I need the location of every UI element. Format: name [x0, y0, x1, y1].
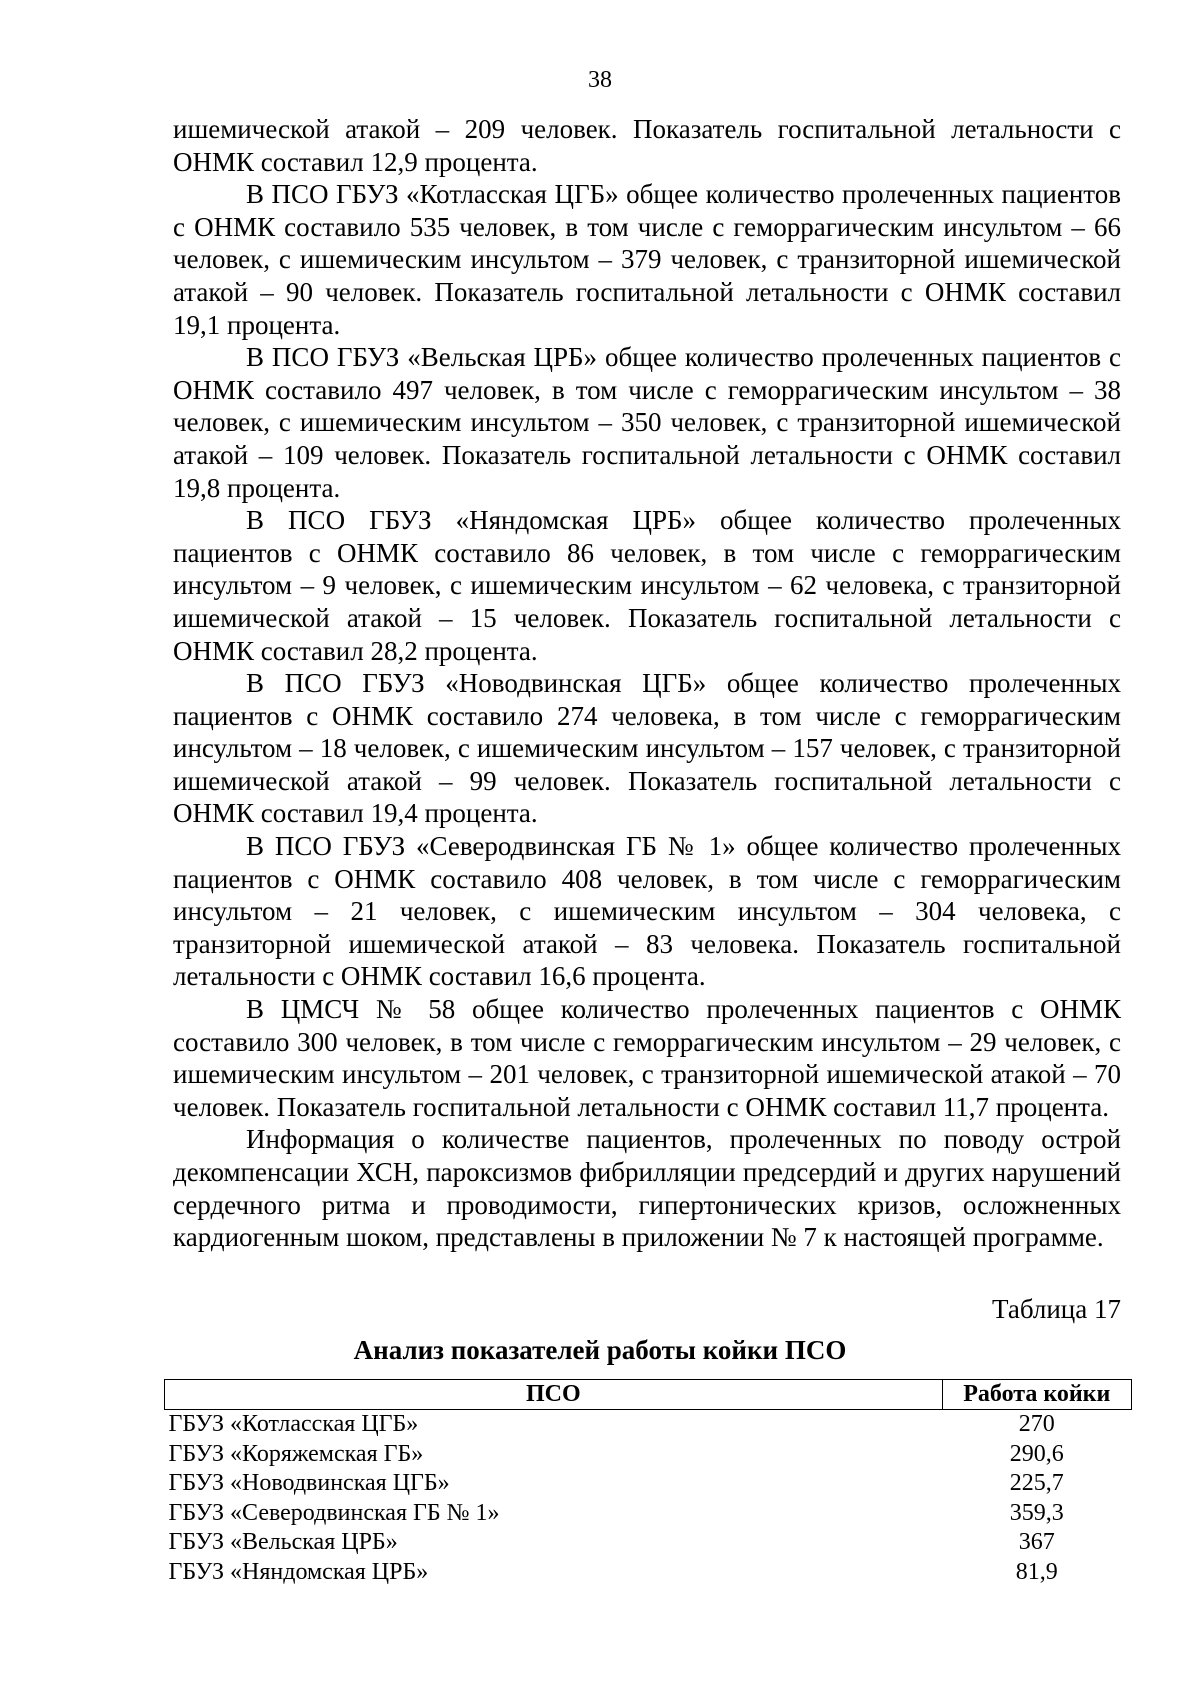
table-row	[165, 1528, 1132, 1558]
table-row	[165, 1440, 1132, 1470]
table-title-text: Анализ показателей работы койки ПСО	[353, 1335, 847, 1365]
cell-institution: ГБУЗ «Новодвинская ЦГБ»	[168, 1470, 450, 1497]
paragraph: В ПСО ГБУЗ «Вельская ЦРБ» общее количество пролеченных пациентов с ОНМК составило 497 человек, в том числе с геморрагическим инсультом – 38 человек, с ишемическим инсультом – 350 человек, с транзиторной ишемической атакой – 109 человек. Показатель госпитальной летальности с ОНМК составил 19,8 процента.	[173, 342, 1121, 503]
table-caption: Таблица 17	[992, 1294, 1121, 1324]
column-header-pso: ПСО	[165, 1380, 943, 1410]
column-header-bed-work: Работа койки	[942, 1380, 1131, 1410]
table-title	[0, 1333, 1200, 1367]
cell-institution: ГБУЗ «Котласская ЦГБ»	[168, 1411, 419, 1438]
paragraph: В ПСО ГБУЗ «Котласская ЦГБ» общее количество пролеченных пациентов с ОНМК составило 535 человек, в том числе с геморрагическим инсультом – 66 человек, с ишемическим инсультом – 379 человек, с транзиторной ишемической атакой – 90 человек. Показатель госпитальной летальности с ОНМК составил 19,1 процента.	[173, 179, 1121, 340]
cell-bed-work: 367	[1018, 1529, 1055, 1556]
bed-performance-table	[164, 1379, 1132, 1587]
table-row	[165, 1499, 1132, 1529]
cell-bed-work: 225,7	[1009, 1470, 1064, 1497]
paragraph: В ПСО ГБУЗ «Новодвинская ЦГБ» общее количество пролеченных пациентов с ОНМК составило 274 человека, в том числе с геморрагическим инсультом – 18 человек, с ишемическим инсультом – 157 человек, с транзиторной ишемической атакой – 99 человек. Показатель госпитальной летальности с ОНМК составил 19,4 процента.	[173, 668, 1121, 829]
paragraph: В ПСО ГБУЗ «Няндомская ЦРБ» общее количество пролеченных пациентов с ОНМК составило 86 человек, в том числе с геморрагическим инсультом – 9 человек, с ишемическим инсультом – 62 человека, с транзиторной ишемической атакой – 15 человек. Показатель госпитальной летальности с ОНМК составил 28,2 процента.	[173, 505, 1121, 666]
cell-institution: ГБУЗ «Коряжемская ГБ»	[168, 1440, 424, 1467]
paragraph: Информация о количестве пациентов, пролеченных по поводу острой декомпенсации ХСН, пароксизмов фибрилляции предсердий и других нарушений сердечного ритма и проводимости, гипертонических кризов, осложненных кардиогенным шоком, представлены в приложении № 7 к настоящей программе.	[173, 1124, 1121, 1253]
cell-institution: ГБУЗ «Няндомская ЦРБ»	[168, 1558, 429, 1585]
table-row	[165, 1469, 1132, 1499]
cell-institution: ГБУЗ «Вельская ЦРБ»	[168, 1529, 398, 1556]
cell-bed-work: 290,6	[1009, 1440, 1064, 1467]
paragraph: В ПСО ГБУЗ «Северодвинская ГБ № 1» общее количество пролеченных пациентов с ОНМК составило 408 человек, в том числе с геморрагическим инсультом – 21 человек, с ишемическим инсультом – 304 человека, с транзиторной ишемической атакой – 83 человека. Показатель госпитальной летальности с ОНМК составил 16,6 процента.	[173, 831, 1121, 992]
table-header-row	[165, 1380, 1132, 1410]
cell-bed-work: 81,9	[1015, 1558, 1058, 1585]
cell-institution: ГБУЗ «Северодвинская ГБ № 1»	[168, 1499, 500, 1526]
table-row	[165, 1558, 1132, 1588]
body-text	[173, 113, 1121, 1254]
page-number: 38	[588, 67, 612, 93]
cell-bed-work: 359,3	[1009, 1499, 1064, 1526]
paragraph: В ЦМСЧ № 58 общее количество пролеченных пациентов с ОНМК составило 300 человек, в том числе с геморрагическим инсультом – 29 человек, с ишемическим инсультом – 201 человек, с транзиторной ишемической атакой – 70 человек. Показатель госпитальной летальности с ОНМК составил 11,7 процента.	[173, 994, 1121, 1122]
cell-bed-work: 270	[1018, 1411, 1055, 1438]
paragraph: ишемической атакой – 209 человек. Показатель госпитальной летальности с ОНМК составил 12,9 процента.	[173, 114, 1121, 177]
table-row	[165, 1410, 1132, 1440]
